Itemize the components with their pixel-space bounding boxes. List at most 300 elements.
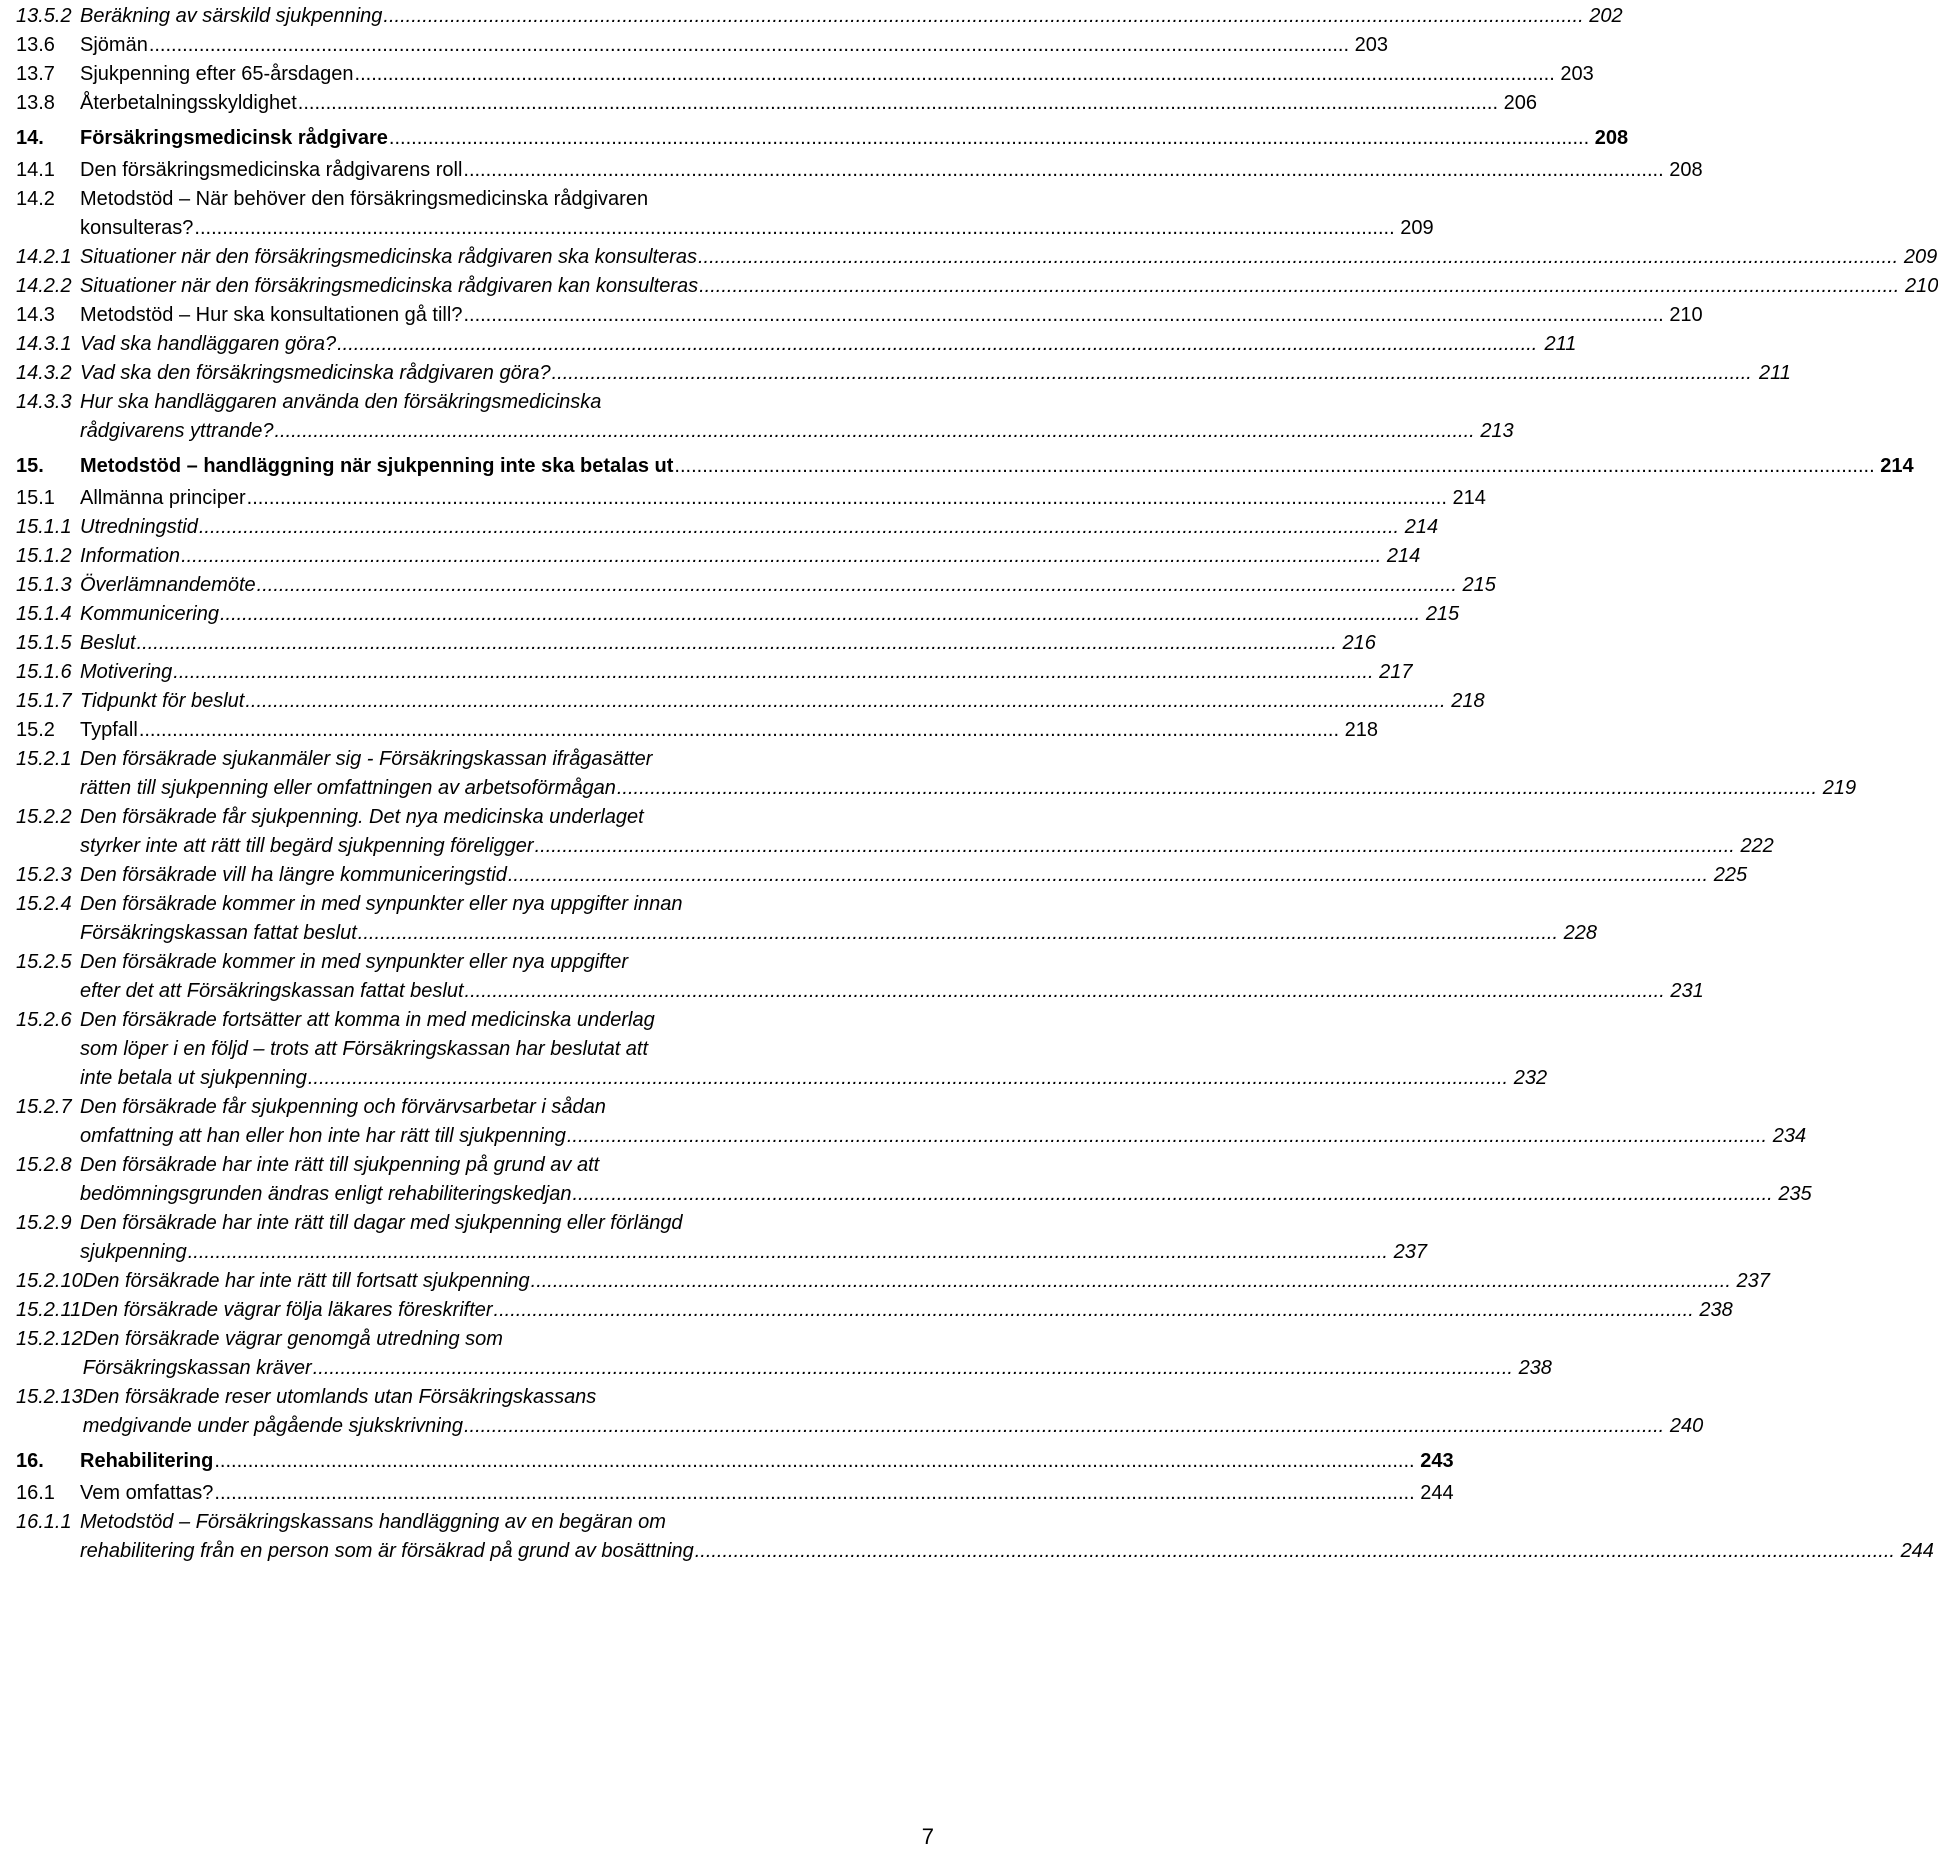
toc-entry-page: 235 xyxy=(1778,1183,1812,1205)
dot-leader xyxy=(465,977,1665,1006)
toc-entry-line xyxy=(80,301,1703,330)
toc-entry-page: 214 xyxy=(1404,516,1439,538)
toc-entry-page: 206 xyxy=(1503,92,1538,114)
toc-entry-number: 15.2.2 xyxy=(16,806,72,828)
dot-leader xyxy=(313,1354,1513,1383)
toc-entry-number: 14.1 xyxy=(16,159,55,181)
toc-entry[interactable] xyxy=(16,452,1914,480)
toc-entry-line xyxy=(80,124,1628,152)
toc-entry-number: 14.2.1 xyxy=(16,246,72,268)
toc-entry-line xyxy=(80,60,1594,89)
toc-entry[interactable] xyxy=(16,388,1514,446)
toc-entry-line xyxy=(80,948,1704,977)
toc-entry-title: Metodstöd – När behöver den försäkringsmedicinska rådgivaren xyxy=(80,188,649,210)
toc-entry-number: 15.1.5 xyxy=(16,632,72,654)
toc-entry[interactable] xyxy=(16,1006,1548,1093)
toc-entry-title: Metodstöd – handläggning när sjukpenning inte ska betalas ut xyxy=(80,455,674,477)
toc-entry-line xyxy=(80,243,1937,272)
toc-entry-body xyxy=(80,542,1420,571)
toc-entry-body xyxy=(80,803,1774,861)
toc-entry-page: 228 xyxy=(1563,922,1598,944)
toc-entry-line xyxy=(80,1006,1547,1035)
toc-entry-title: konsulteras? xyxy=(80,217,194,239)
toc-entry-title: Metodstöd – Försäkringskassans handläggning av en begäran om xyxy=(80,1511,666,1533)
toc-entry-page: 208 xyxy=(1594,127,1629,149)
toc-entry-body xyxy=(80,1479,1454,1508)
toc-entry[interactable] xyxy=(16,1479,1454,1508)
dot-leader xyxy=(194,214,1394,243)
dot-leader xyxy=(257,571,1457,600)
toc-entry-page: 238 xyxy=(1518,1357,1552,1379)
toc-entry-line xyxy=(80,832,1774,861)
toc-entry-line xyxy=(83,1354,1552,1383)
toc-entry-title: Försäkringskassan kräver xyxy=(82,1357,312,1379)
toc-entry-number: 15.2.1 xyxy=(16,748,72,770)
toc-entry[interactable] xyxy=(16,687,1485,716)
dot-leader xyxy=(188,1238,1388,1267)
toc-entry-line xyxy=(80,388,1514,417)
toc-entry-line xyxy=(80,359,1791,388)
toc-entry-line xyxy=(80,89,1537,118)
dot-leader xyxy=(698,243,1898,272)
toc-entry-body xyxy=(80,272,1938,301)
toc-entry-number: 13.5.2 xyxy=(16,5,72,27)
toc-entry-title: Tidpunkt för beslut xyxy=(80,690,245,712)
toc-entry[interactable] xyxy=(16,542,1421,571)
toc-entry[interactable] xyxy=(16,2,1623,31)
toc-entry-line xyxy=(80,2,1623,31)
toc-entry-line xyxy=(80,214,1434,243)
toc-entry-body xyxy=(80,185,1434,243)
dot-leader xyxy=(389,124,1589,152)
toc-entry-page: 244 xyxy=(1900,1540,1934,1562)
toc-entry-line xyxy=(80,1508,1934,1537)
toc-entry-title: Vad ska handläggaren göra? xyxy=(80,333,337,355)
toc-entry-number: 15.1.1 xyxy=(16,516,72,538)
toc-entry-title: Den försäkringsmedicinska rådgivarens roll xyxy=(80,159,463,181)
toc-entry-line xyxy=(80,861,1747,890)
toc-entry-page: 232 xyxy=(1513,1067,1548,1089)
toc-entry-body xyxy=(80,716,1378,745)
dot-leader xyxy=(383,2,1583,31)
toc-entry-page: 219 xyxy=(1822,777,1857,799)
toc-entry-line xyxy=(80,542,1420,571)
toc-entry-title: Situationer när den försäkringsmedicinska rådgivaren kan konsulteras xyxy=(80,275,699,297)
toc-entry[interactable] xyxy=(16,1447,1454,1475)
toc-entry-line xyxy=(80,1537,1934,1566)
toc-entry-title: omfattning att han eller hon inte har rätt till sjukpenning xyxy=(80,1125,566,1147)
dot-leader xyxy=(149,31,1349,60)
toc-entry-number: 16.1.1 xyxy=(16,1511,72,1533)
toc-entry-line xyxy=(80,417,1514,446)
dot-leader xyxy=(552,359,1752,388)
toc-entry[interactable] xyxy=(16,89,1538,118)
toc-entry-line xyxy=(83,1325,1552,1354)
dot-leader xyxy=(245,687,1445,716)
toc-entry-title: rådgivarens yttrande? xyxy=(80,420,274,442)
toc-entry-page: 218 xyxy=(1451,690,1485,712)
toc-entry-page: 237 xyxy=(1736,1270,1770,1292)
toc-entry-line xyxy=(80,774,1856,803)
toc-entry-page: 215 xyxy=(1462,574,1496,596)
toc-entry-page: 214 xyxy=(1880,455,1914,477)
toc-entry[interactable] xyxy=(16,243,1938,272)
dot-leader xyxy=(464,1412,1664,1441)
toc-entry-title: Den försäkrade vägrar följa läkares föreskrifter xyxy=(81,1299,493,1321)
toc-entry-body xyxy=(80,948,1704,1006)
dot-leader xyxy=(214,1479,1414,1508)
toc-entry-title: Den försäkrade vill ha längre kommuniceringstid xyxy=(80,864,507,886)
dot-leader xyxy=(139,716,1339,745)
toc-entry-body xyxy=(80,301,1703,330)
toc-entry-line xyxy=(80,745,1856,774)
toc-entry[interactable] xyxy=(16,745,1857,803)
toc-entry-line xyxy=(80,716,1378,745)
toc-entry-title: Den försäkrade får sjukpenning. Det nya medicinska underlaget xyxy=(80,806,644,828)
toc-entry-title: styrker inte att rätt till begärd sjukpenning föreligger xyxy=(80,835,534,857)
toc-entry-page: 209 xyxy=(1903,246,1938,268)
toc-entry-number: 14. xyxy=(16,127,44,149)
toc-entry-number: 14.3.2 xyxy=(16,362,72,384)
toc-entry-body xyxy=(80,571,1496,600)
toc-entry-number: 15.2.10 xyxy=(16,1270,83,1292)
dot-leader xyxy=(214,1447,1414,1475)
toc-entry-number: 15.1.2 xyxy=(16,545,72,567)
toc-entry-title: Den försäkrade sjukanmäler sig - Försäkringskassan ifrågasätter xyxy=(80,748,653,770)
toc-entry-title: Den försäkrade har inte rätt till fortsatt sjukpenning xyxy=(82,1270,530,1292)
toc-entry-page: 217 xyxy=(1379,661,1413,683)
toc-entry-title: Den försäkrade har inte rätt till sjukpenning på grund av att xyxy=(80,1154,600,1176)
toc-entry-line xyxy=(80,658,1413,687)
toc-entry-page: 225 xyxy=(1713,864,1748,886)
toc-entry-title: Typfall xyxy=(80,719,138,741)
dot-leader xyxy=(572,1180,1772,1209)
toc-entry-title: Återbetalningsskyldighet xyxy=(80,92,297,114)
toc-entry-title: bedömningsgrunden ändras enligt rehabiliteringskedjan xyxy=(80,1183,572,1205)
toc-entry-line xyxy=(80,1447,1454,1475)
toc-entry[interactable] xyxy=(16,1151,1812,1209)
toc-entry-body xyxy=(80,1447,1454,1475)
toc-entry-title: Den försäkrade har inte rätt till dagar med sjukpenning eller förlängd xyxy=(80,1212,683,1234)
toc-entry-body xyxy=(80,600,1459,629)
toc-entry-body xyxy=(80,658,1413,687)
toc-entry-page: 214 xyxy=(1452,487,1486,509)
toc-entry-number: 15.2.12 xyxy=(16,1328,83,1350)
dot-leader xyxy=(358,919,1558,948)
toc-entry-title: Information xyxy=(80,545,181,567)
dot-leader xyxy=(535,832,1735,861)
dot-leader xyxy=(308,1064,1508,1093)
toc-entry-number: 15.1.6 xyxy=(16,661,72,683)
toc-entry-title: Utredningstid xyxy=(80,516,198,538)
dot-leader xyxy=(508,861,1708,890)
toc-entry[interactable] xyxy=(16,272,1938,301)
toc-entry[interactable] xyxy=(16,330,1577,359)
toc-entry-body xyxy=(83,1383,1704,1441)
toc-entry-page: 218 xyxy=(1344,719,1379,741)
toc-entry-title: Kommunicering xyxy=(80,603,219,625)
toc-entry-body xyxy=(80,243,1937,272)
toc-entry-page: 211 xyxy=(1758,362,1791,384)
toc-entry-number: 15.2.7 xyxy=(16,1096,72,1118)
toc-entry-line xyxy=(83,1267,1770,1296)
toc-entry-number: 15.2.8 xyxy=(16,1154,72,1176)
table-of-contents xyxy=(16,2,1938,1566)
toc-entry-number: 15.2.4 xyxy=(16,893,72,915)
toc-entry-body xyxy=(80,2,1623,31)
toc-entry[interactable] xyxy=(16,716,1379,745)
toc-entry-page: 216 xyxy=(1342,632,1376,654)
toc-entry-body xyxy=(80,687,1485,716)
toc-entry-page: 238 xyxy=(1699,1299,1733,1321)
toc-entry-line xyxy=(80,272,1938,301)
toc-entry[interactable] xyxy=(16,301,1703,330)
toc-entry-number: 15.2.11 xyxy=(16,1299,82,1321)
toc-entry-line xyxy=(80,1209,1427,1238)
toc-entry[interactable] xyxy=(16,1383,1704,1441)
toc-entry-line xyxy=(80,330,1576,359)
toc-entry-number: 15. xyxy=(16,455,44,477)
toc-entry-line xyxy=(80,890,1597,919)
toc-entry-title: medgivande under pågående sjukskrivning xyxy=(82,1415,463,1437)
toc-entry-body xyxy=(80,1006,1547,1093)
toc-entry-page: 215 xyxy=(1425,603,1460,625)
toc-entry-body xyxy=(80,513,1438,542)
toc-entry-number: 14.3 xyxy=(16,304,55,326)
toc-entry-title: Beslut xyxy=(80,632,136,654)
toc-entry-line xyxy=(80,1180,1812,1209)
toc-entry[interactable] xyxy=(16,658,1413,687)
toc-entry-title: Motivering xyxy=(80,661,173,683)
toc-entry[interactable] xyxy=(16,861,1748,890)
dot-leader xyxy=(463,301,1663,330)
toc-entry-title: Den försäkrade reser utomlands utan Försäkringskassans xyxy=(82,1386,597,1408)
toc-entry-page: 203 xyxy=(1354,34,1389,56)
dot-leader xyxy=(173,658,1373,687)
toc-entry-title: Metodstöd – Hur ska konsultationen gå till? xyxy=(80,304,463,326)
toc-entry-title: Den försäkrade kommer in med synpunkter eller nya uppgifter innan xyxy=(80,893,683,915)
toc-entry-body xyxy=(80,890,1597,948)
toc-entry-page: 209 xyxy=(1400,217,1434,239)
dot-leader xyxy=(699,272,1899,301)
toc-entry-page: 240 xyxy=(1669,1415,1704,1437)
toc-entry-title: Den försäkrade kommer in med synpunkter eller nya uppgifter xyxy=(80,951,629,973)
toc-entry-line xyxy=(80,571,1496,600)
toc-entry[interactable] xyxy=(16,513,1439,542)
toc-entry-title: Den försäkrade fortsätter att komma in med medicinska underlag xyxy=(80,1009,655,1031)
toc-entry-page: 213 xyxy=(1480,420,1514,442)
toc-entry-title: rehabilitering från en person som är försäkrad på grund av bosättning xyxy=(80,1540,694,1562)
toc-entry-page: 203 xyxy=(1560,63,1594,85)
toc-entry-body xyxy=(80,89,1537,118)
toc-entry-line xyxy=(80,31,1388,60)
toc-entry-line xyxy=(80,1122,1806,1151)
toc-entry-title: som löper i en följd – trots att Försäkringskassan har beslutat att xyxy=(80,1038,649,1060)
toc-entry-page: 210 xyxy=(1669,304,1703,326)
page-number: 7 xyxy=(921,1824,934,1849)
toc-entry-page: 231 xyxy=(1670,980,1704,1002)
toc-entry[interactable] xyxy=(16,1209,1427,1267)
toc-entry-title: Sjömän xyxy=(80,34,148,56)
toc-entry-number: 15.2 xyxy=(16,719,55,741)
toc-entry[interactable] xyxy=(16,890,1598,948)
toc-entry-number: 15.1.4 xyxy=(16,603,72,625)
toc-entry-title: Sjukpenning efter 65-årsdagen xyxy=(80,63,354,85)
toc-entry-number: 13.6 xyxy=(16,34,55,56)
dot-leader xyxy=(247,484,1447,513)
toc-entry-page: 202 xyxy=(1589,5,1623,27)
toc-entry-line xyxy=(80,1238,1427,1267)
dot-leader xyxy=(695,1537,1895,1566)
dot-leader xyxy=(567,1122,1767,1151)
toc-entry-line xyxy=(80,452,1914,480)
toc-entry-body xyxy=(83,1325,1552,1383)
toc-entry-line xyxy=(80,977,1704,1006)
toc-entry-number: 15.1.7 xyxy=(16,690,72,712)
toc-entry-page: 210 xyxy=(1904,275,1938,297)
toc-entry-line xyxy=(80,484,1486,513)
toc-entry-title: efter det att Försäkringskassan fattat beslut xyxy=(80,980,464,1002)
toc-entry-number: 15.1.3 xyxy=(16,574,72,596)
toc-entry-line xyxy=(80,185,1434,214)
toc-entry-number: 15.2.13 xyxy=(16,1386,83,1408)
toc-entry-body xyxy=(80,484,1486,513)
toc-entry-body xyxy=(80,124,1628,152)
toc-entry-title: Vem omfattas? xyxy=(80,1482,214,1504)
toc-entry-body xyxy=(80,861,1747,890)
toc-entry-line xyxy=(80,687,1485,716)
toc-entry-body xyxy=(80,1209,1427,1267)
dot-leader xyxy=(494,1296,1694,1325)
toc-entry-line xyxy=(80,1093,1806,1122)
toc-entry-title: inte betala ut sjukpenning xyxy=(80,1067,307,1089)
toc-entry-number: 14.2.2 xyxy=(16,275,72,297)
toc-entry-number: 14.3.3 xyxy=(16,391,72,413)
toc-entry-line xyxy=(80,513,1438,542)
toc-entry[interactable] xyxy=(16,1508,1934,1566)
toc-entry[interactable] xyxy=(16,629,1376,658)
toc-entry[interactable] xyxy=(16,1267,1770,1296)
toc-entry[interactable] xyxy=(16,948,1704,1006)
toc-entry[interactable] xyxy=(16,31,1389,60)
toc-entry-line xyxy=(80,1064,1547,1093)
dot-leader xyxy=(220,600,1420,629)
dot-leader xyxy=(355,60,1555,89)
toc-entry-body xyxy=(80,330,1576,359)
toc-entry-page: 208 xyxy=(1669,159,1703,181)
dot-leader xyxy=(199,513,1399,542)
toc-entry[interactable] xyxy=(16,803,1774,861)
toc-entry[interactable] xyxy=(16,359,1791,388)
toc-entry-page: 211 xyxy=(1544,333,1577,355)
toc-entry[interactable] xyxy=(16,571,1496,600)
dot-leader xyxy=(674,452,1874,480)
toc-entry-body xyxy=(80,31,1388,60)
toc-entry[interactable] xyxy=(16,60,1594,89)
toc-entry-line xyxy=(83,1412,1704,1441)
toc-entry-page: 214 xyxy=(1386,545,1421,567)
toc-entry-title: Försäkringsmedicinsk rådgivare xyxy=(80,127,388,149)
toc-entry-body xyxy=(80,1151,1812,1209)
dot-leader xyxy=(337,330,1537,359)
toc-entry-body xyxy=(83,1267,1770,1296)
toc-entry-title: sjukpenning xyxy=(80,1241,187,1263)
toc-entry-body xyxy=(80,1508,1934,1566)
toc-entry-title: Rehabilitering xyxy=(80,1450,214,1472)
toc-entry-number: 14.3.1 xyxy=(16,333,72,355)
toc-entry[interactable] xyxy=(16,156,1703,185)
toc-entry[interactable] xyxy=(16,1296,1733,1325)
toc-entry-number: 16. xyxy=(16,1450,44,1472)
dot-leader xyxy=(463,156,1663,185)
toc-entry-body xyxy=(80,1093,1806,1151)
toc-entry-page: 237 xyxy=(1393,1241,1427,1263)
toc-entry-body xyxy=(80,452,1914,480)
toc-entry-line xyxy=(80,156,1703,185)
toc-entry-number: 15.2.6 xyxy=(16,1009,72,1031)
toc-entry-line xyxy=(80,1035,1547,1064)
toc-entry-title: Hur ska handläggaren använda den försäkringsmedicinska xyxy=(80,391,602,413)
toc-entry-number: 15.2.5 xyxy=(16,951,72,973)
toc-entry[interactable] xyxy=(16,600,1460,629)
toc-entry-number: 15.2.9 xyxy=(16,1212,72,1234)
toc-entry-title: Den försäkrade får sjukpenning och förvärvsarbetar i sådan xyxy=(80,1096,606,1118)
toc-entry-line xyxy=(80,1479,1454,1508)
toc-entry-line xyxy=(80,629,1376,658)
toc-entry-title: Försäkringskassan fattat beslut xyxy=(80,922,357,944)
toc-entry-body xyxy=(80,60,1594,89)
toc-entry-number: 15.1 xyxy=(16,487,55,509)
toc-entry-body xyxy=(81,1296,1733,1325)
dot-leader xyxy=(181,542,1381,571)
dot-leader xyxy=(617,774,1817,803)
toc-entry-line xyxy=(80,919,1597,948)
toc-entry-line xyxy=(80,600,1459,629)
toc-entry-number: 15.2.3 xyxy=(16,864,72,886)
toc-entry-line xyxy=(83,1383,1704,1412)
toc-entry-body xyxy=(80,388,1514,446)
toc-entry-title: Allmänna principer xyxy=(80,487,246,509)
toc-entry-title: Den försäkrade vägrar genomgå utredning som xyxy=(82,1328,503,1350)
dot-leader xyxy=(137,629,1337,658)
toc-entry-title: rätten till sjukpenning eller omfattningen av arbetsoförmågan xyxy=(80,777,616,799)
toc-entry-title: Beräkning av särskild sjukpenning xyxy=(80,5,383,27)
toc-entry-page: 243 xyxy=(1420,1450,1454,1472)
toc-entry[interactable] xyxy=(16,185,1434,243)
toc-entry-page: 222 xyxy=(1740,835,1774,857)
toc-entry-title: Situationer när den försäkringsmedicinska rådgivaren ska konsulteras xyxy=(80,246,697,268)
toc-entry-line xyxy=(81,1296,1733,1325)
toc-entry-title: Överlämnandemöte xyxy=(80,574,256,596)
toc-entry-body xyxy=(80,156,1703,185)
toc-entry-number: 13.7 xyxy=(16,63,55,85)
toc-entry-number: 16.1 xyxy=(16,1482,55,1504)
toc-entry-page: 234 xyxy=(1772,1125,1807,1147)
toc-entry[interactable] xyxy=(16,1093,1807,1151)
toc-entry-title: Vad ska den försäkringsmedicinska rådgivaren göra? xyxy=(80,362,551,384)
dot-leader xyxy=(531,1267,1731,1296)
toc-entry-body xyxy=(80,359,1791,388)
toc-entry-body xyxy=(80,629,1376,658)
toc-entry-body xyxy=(80,745,1856,803)
toc-entry[interactable] xyxy=(16,1325,1552,1383)
toc-entry-number: 14.2 xyxy=(16,188,55,210)
toc-entry[interactable] xyxy=(16,484,1486,513)
toc-entry-line xyxy=(80,803,1774,832)
dot-leader xyxy=(298,89,1498,118)
toc-entry-line xyxy=(80,1151,1812,1180)
toc-entry[interactable] xyxy=(16,124,1629,152)
